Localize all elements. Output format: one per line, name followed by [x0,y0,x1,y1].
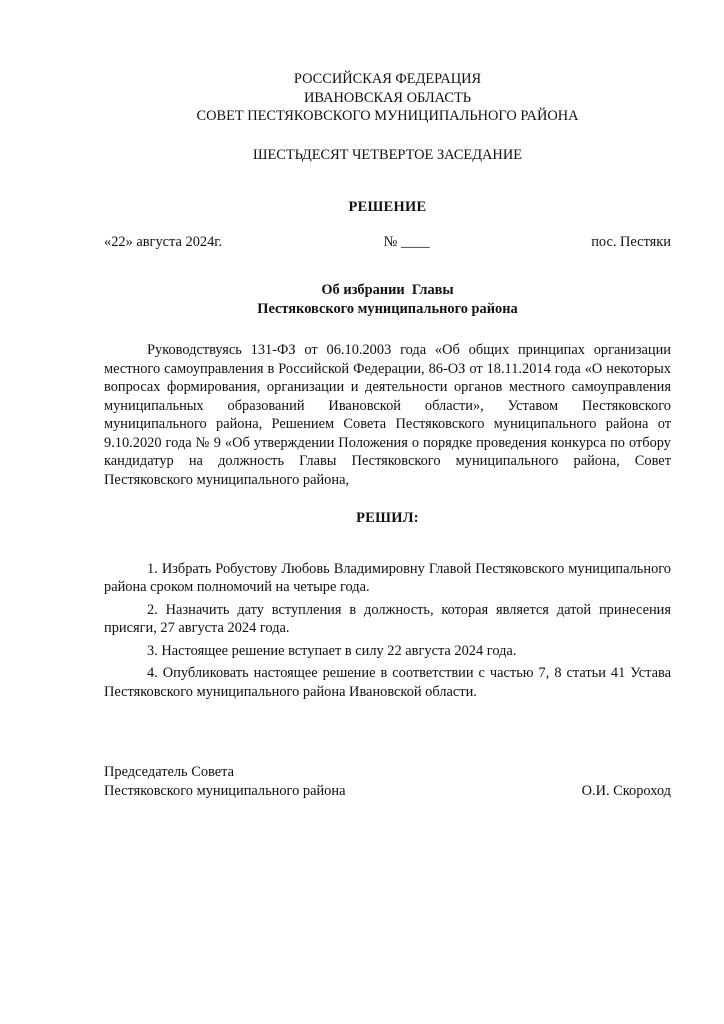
signature-row [104,782,671,801]
signature-name: О.И. Скороход [581,782,671,799]
signature-position-line-1: Председатель Совета [104,764,234,780]
signature-block [104,763,671,800]
document-meta [104,233,671,252]
header-region: ИВАНОВСКАЯ ОБЛАСТЬ [303,89,472,106]
document-subject [104,281,671,318]
decision-item: 4. Опубликовать настоящее решение в соответствии с частью 7, 8 статьи 41 Устава Пестяковского муниципального района Ивановской области. [104,665,671,700]
session-title: ШЕСТЬДЕСЯТ ЧЕТВЕРТОЕ ЗАСЕДАНИЕ [252,146,523,163]
signature-position-line-2: Пестяковского муниципального района [104,782,346,799]
document-title: РЕШЕНИЕ [348,199,427,215]
decision-item: 1. Избрать Робустову Любовь Владимировну Главой Пестяковского муниципального района сроком полномочий на четыре года. [104,560,671,595]
header-country: РОССИЙСКАЯ ФЕДЕРАЦИЯ [293,71,482,87]
document-header [104,70,671,126]
subject-line-1: Об избрании Главы [321,282,454,298]
header-council: СОВЕТ ПЕСТЯКОВСКОГО МУНИЦИПАЛЬНОГО РАЙОНА [196,108,579,124]
preamble-paragraph: Руководствуясь 131-ФЗ от 06.10.2003 года «Об общих принципах организации местного самоуправления в Российской Федерации, 86-ОЗ от 18.11.2014 года «О некоторых вопросах формирования, организации и деятельности органов местного самоуправления муниципальных образований Ивановской области», Уставом Пестяковского муниципального района, Решением Совета Пестяковского муниципального района от 9.10.2020 года № 9 «Об утверждении Положения о порядке проведения конкурса по отбору кандидатур на должность Главы Пестяковского муниципального района, Совет Пестяковского муниципального района, [104,342,671,488]
decision-item: 3. Настоящее решение вступает в силу 22 августа 2024 года. [147,642,517,659]
subject-line-2: Пестяковского муниципального района [257,300,518,317]
document-body [104,70,671,800]
document-place: пос. Пестяки [591,233,671,250]
document-date: «22» августа 2024г. [104,233,223,250]
decided-heading: РЕШИЛ: [356,510,419,526]
decision-item: 2. Назначить дату вступления в должность, которая является датой принесения присяги, 27 августа 2024 года. [104,601,671,636]
document-number: № ____ [383,233,430,250]
decision-items [104,560,671,702]
